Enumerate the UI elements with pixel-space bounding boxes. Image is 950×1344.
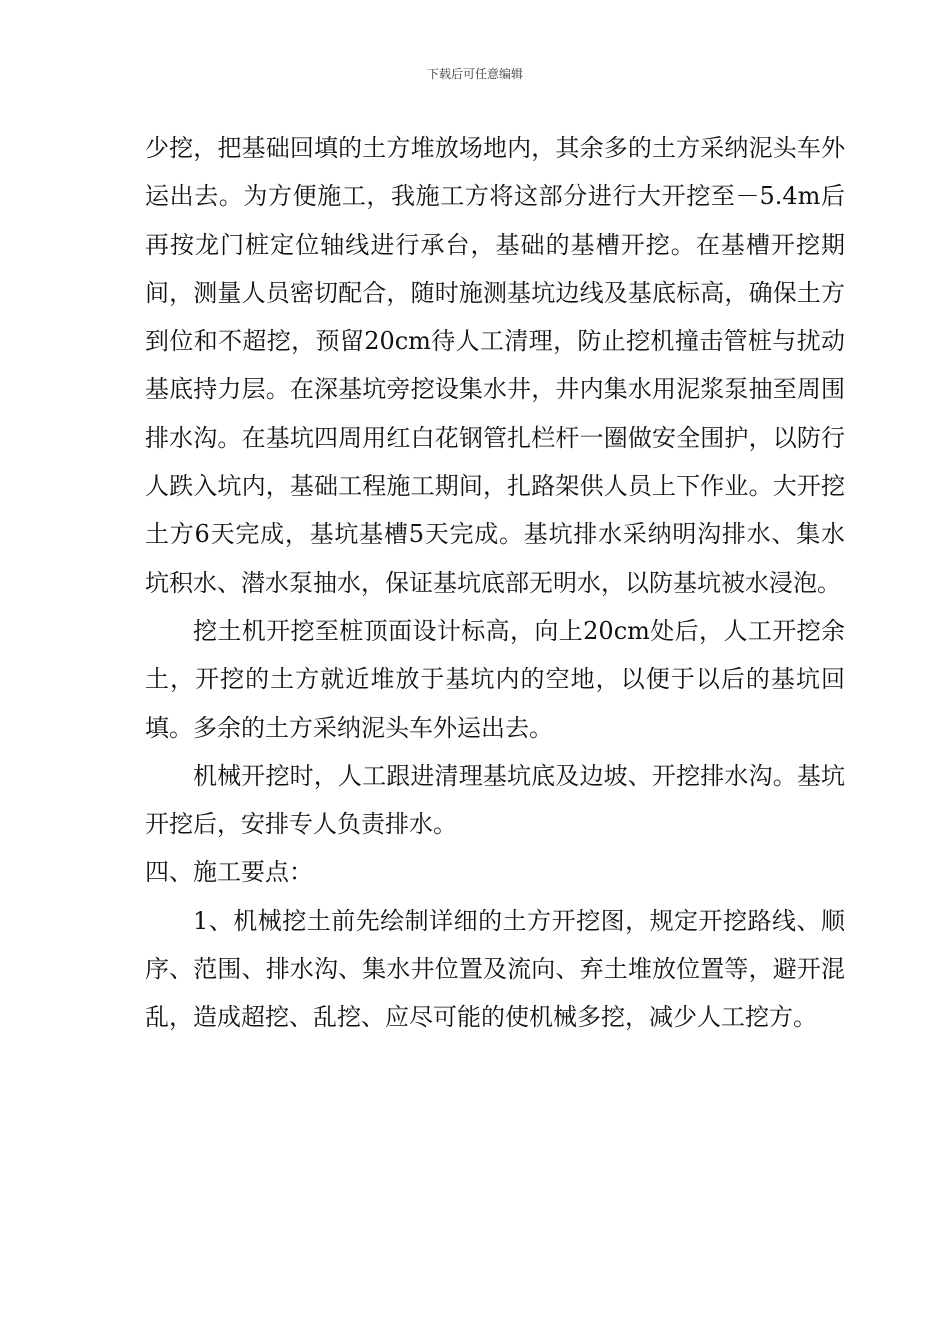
paragraph-mechanical-excavation: 机械开挖时，人工跟进清理基坑底及边坡、开挖排水沟。基坑开挖后，安排专人负责排水。 xyxy=(145,761,845,839)
page-header: 下载后可任意编辑 xyxy=(426,67,523,81)
document-body xyxy=(145,124,845,1042)
paragraph-excavation-process: 少挖，把基础回填的土方堆放场地内，其余多的土方采纳泥头车外运出去。为方便施工，我施工方将这部分进行大开挖至－5.4m后再按龙门桩定位轴线进行承台，基础的基槽开挖。在基槽开挖期间，测量人员密切配合，随时施测基坑边线及基底标高，确保土方到位和不超挖，预留20cm待人工清理，防止挖机撞击管桩与扰动基底持力层。在深基坑旁挖设集水井，井内集水用泥浆泵抽至周围排水沟。在基坑四周用红白花钢管扎栏杆一圈做安全围护，以防行人跌入坑内，基础工程施工期间，扎路架供人员上下作业。大开挖土方6天完成，基坑基槽5天完成。基坑排水采纳明沟排水、集水坑积水、潜水泵抽水，保证基坑底部无明水，以防基坑被水浸泡。 xyxy=(145,134,845,597)
paragraph-point-1: 1、机械挖土前先绘制详细的土方开挖图，规定开挖路线、顺序、范围、排水沟、集水井位置及流向、弃土堆放位置等，避开混乱，造成超挖、乱挖、应尽可能的使机械多挖，减少人工挖方。 xyxy=(145,906,845,1032)
paragraph-excavator-depth: 挖土机开挖至桩顶面设计标高，向上20cm处后，人工开挖余土，开挖的土方就近堆放于基坑内的空地，以便于以后的基坑回填。多余的土方采纳泥头车外运出去。 xyxy=(145,616,845,742)
section-heading-key-points: 四、施工要点： xyxy=(145,858,313,887)
